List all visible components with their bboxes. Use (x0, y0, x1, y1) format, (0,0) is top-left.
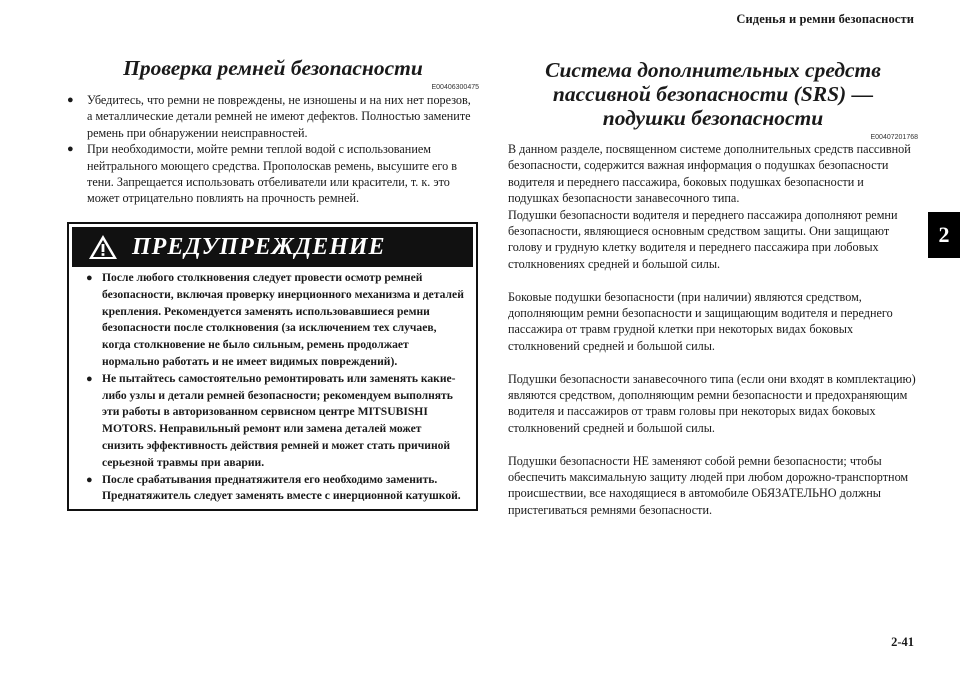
list-item: ● После любого столкновения следует провести осмотр ремней безопасности, включая проверку инерционного механизма и деталей крепления. Рекомендуется заменять использовавшиеся ремни безопасности после столкновения (за исключением тех случаев, когда столкновение не было сильным, ремень продолжает нормально работать и не имеет видимых повреждений). (86, 270, 466, 371)
paragraph: В данном разделе, посвященном системе дополнительных средств пассивной безопасности, содержится важная информация о подушках безопасности водителя и переднего пассажира, боковых подушках безопасности и подушках безопасности занавесочного типа. (508, 142, 911, 206)
srs-text (508, 141, 918, 518)
right-column (508, 0, 918, 518)
list-item: ● Не пытайтесь самостоятельно ремонтировать или заменять какие-либо узлы и детали ремней безопасности; рекомендуем выполнять эти работы в авторизованном сервисном центре MITSUBISHI MOTORS. Неправильный ремонт или замена деталей может снизить эффективность действия ремней и может стать причиной серьезной травмы при аварии. (86, 371, 466, 472)
warning-triangle-icon (88, 234, 118, 260)
heading-line: подушки безопасности (602, 106, 824, 130)
belt-check-list (67, 92, 479, 207)
list-item: ● Убедитесь, что ремни не повреждены, не изношены и на них нет порезов, а металлические детали ремней не имеют дефектов. Полностью замените ремень при обнаружении неисправностей. (67, 93, 471, 140)
paragraph: Подушки безопасности водителя и переднего пассажира дополняют ремни безопасности, являющиеся основным средством защиты. Они защищают голову и грудную клетку водителя и переднего пассажира при лобовых столкновениях средней и большой силы. (508, 207, 898, 271)
warning-title: ПРЕДУПРЕЖДЕНИЕ (132, 233, 386, 260)
chapter-tab: 2 (928, 212, 960, 258)
left-column (67, 0, 479, 207)
paragraph: Подушки безопасности занавесочного типа (если они входят в комплектацию) являются средством, дополняющим ремни безопасности и предохраняющим водителя и пассажиров от травм головы при некоторых видах боковых столкновений средней и большой силы. (508, 371, 916, 435)
section-heading-srs (508, 58, 918, 130)
bullet-icon: ● (67, 143, 74, 156)
running-title: Сиденья и ремни безопасности (736, 12, 914, 26)
section-code: E00407201768 (870, 134, 918, 141)
bullet-icon: ● (67, 94, 74, 106)
warning-list (69, 267, 476, 505)
heading-line: пассивной безопасности (SRS) — (552, 82, 874, 106)
section-heading-belt-check: Проверка ремней безопасности (123, 56, 423, 80)
heading-line: Система дополнительных средств (545, 58, 881, 82)
warning-box (67, 222, 478, 511)
list-item: ● При необходимости, мойте ремни теплой водой с использованием нейтрального моющего средства. Прополоскав ремень, высушите его в тени. Запрещается использовать отбеливатели или красители, т. к. это может отрицательно повлиять на прочность ремней. (67, 142, 458, 206)
page-number: 2-41 (891, 635, 914, 649)
bullet-icon: ● (86, 473, 93, 486)
bullet-icon: ● (86, 372, 93, 385)
paragraph: Боковые подушки безопасности (при наличии) являются средством, дополняющим ремни безопасности и защищающим водителя и переднего пассажира от травм грудной клетки при некоторых видах боковых столкновений средней и большой силы. (508, 289, 893, 353)
list-item: ● После срабатывания преднатяжителя его необходимо заменить. Преднатяжитель следует заменять вместе с инерционной катушкой. (86, 472, 466, 506)
section-code: E00406300475 (431, 84, 479, 91)
paragraph: Подушки безопасности НЕ заменяют собой ремни безопасности; чтобы обеспечить максимальную защиту людей при любом дорожно-транспортном происшествии, все находящиеся в автомобиле ОБЯЗАТЕЛЬНО должны пристегиваться ремнями безопасности. (508, 453, 909, 517)
bullet-icon: ● (86, 272, 93, 284)
warning-header (72, 227, 473, 267)
